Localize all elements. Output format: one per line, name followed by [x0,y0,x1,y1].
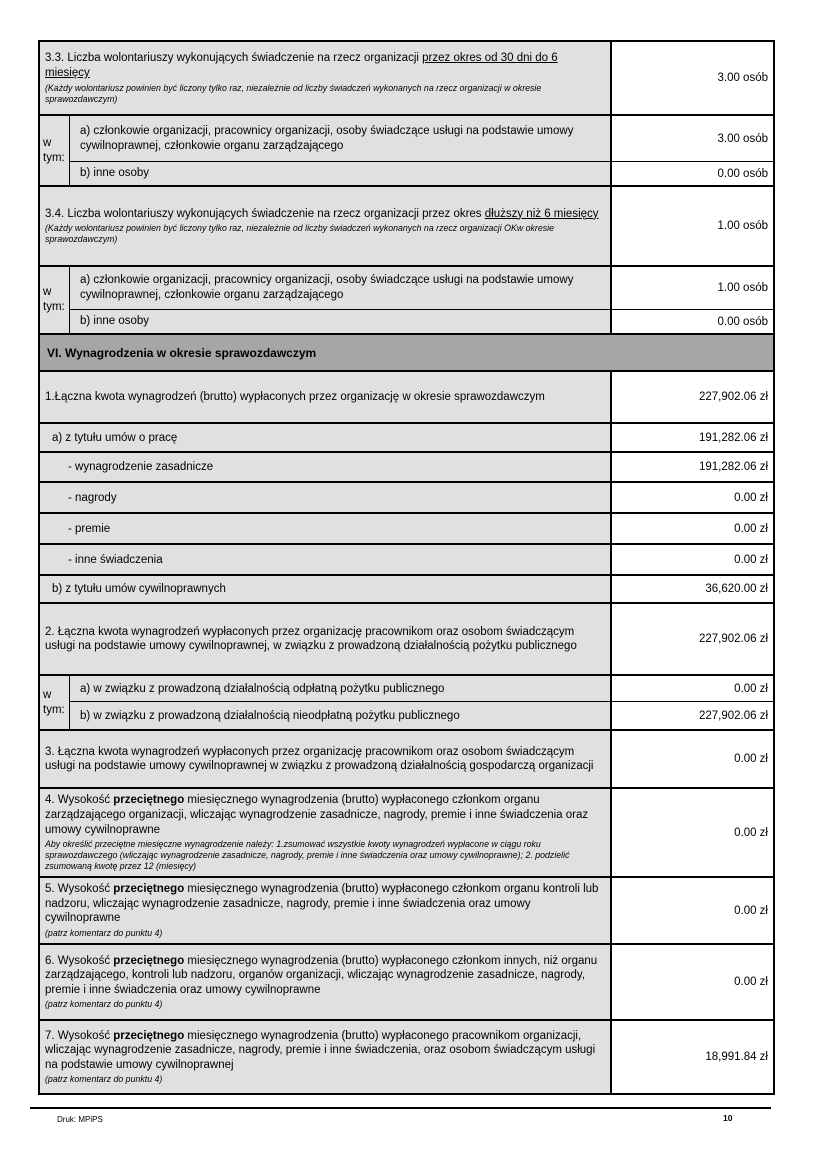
label-segment: 2. Łączna kwota wynagrodzeń wypłaconych przez organizację pracownikom oraz osobom świadczącym usługi na podstawie umowy cywilnoprawnej, w związku z prowadzoną działalnością pożytku publicznego [45,625,577,653]
table-row [40,604,773,676]
row-label [40,42,612,114]
row-label [40,1021,612,1093]
wtym-row [40,267,773,335]
table-row [70,267,773,310]
table-row [40,945,773,1021]
row-label [40,372,612,422]
label-segment: przeciętnego [113,883,185,896]
row-value: 0.00 zł [612,545,773,574]
wtym-items [70,116,773,185]
row-value: 0.00 zł [612,789,773,876]
section-title: VI. Wynagrodzenia w okresie sprawozdawczym [47,346,317,360]
row-value: 1.00 osób [612,187,773,265]
table-row [40,42,773,116]
wtym-row [40,116,773,187]
label-segment: przeciętnego [113,794,185,807]
label-segment: miesięcznego wynagrodzenia (brutto) wypłaconego członkom organu kontroli lub nadzoru, wliczając wynagrodzenie zasadnicze, nagrody, premie i inne świadczenia oraz umowy cywilnoprawne [45,883,599,925]
row-note: (Każdy wolontariusz powinien być liczony tylko raz, niezależnie od liczby świadczeń wykonanych na rzecz organizacji OKw okresie sprawozdawczym) [45,223,554,245]
label-segment: - wynagrodzenie zasadnicze [68,461,214,474]
row-label [70,116,612,161]
footer-page-number: 10 [723,1113,733,1123]
row-label [40,878,612,943]
row-label-text: a) w związku z prowadzoną działalnością odpłatną pożytku publicznego [80,682,445,695]
table-row [40,731,773,789]
table-row [40,878,773,945]
label-segment: miesięcznego wynagrodzenia (brutto) wypłaconego członkom innych, niż organu zarządzającego, kontroli lub nadzoru, organów organizacji, wliczając wynagrodzenie zasadnicze, nagrody, premie i inne świadczenia oraz umowy cywilnoprawne [45,954,598,996]
wtym-group-label: w tym: [40,116,70,185]
row-value: 0.00 zł [612,514,773,543]
row-label [40,576,612,602]
row-label [40,453,612,481]
label-segment: - inne świadczenia [68,553,163,566]
row-label-text [45,793,603,837]
label-segment: 3.4. Liczba wolontariuszy wykonujących świadczenie na rzecz organizacji przez okres [45,207,485,220]
row-label-text [68,522,603,537]
row-value: 191,282.06 zł [612,453,773,481]
row-label [70,676,612,701]
wtym-items [70,267,773,333]
label-segment: - nagrody [68,491,117,504]
label-segment: przeciętnego [113,1029,185,1042]
row-label [40,604,612,674]
table-row [40,1021,773,1095]
footer-rule [30,1107,771,1109]
label-segment: 7. Wysokość [45,1029,114,1042]
row-label [40,545,612,574]
label-segment: miesięcznego wynagrodzenia (brutto) wypłaconego członkom organu zarządzającego organizacji, wliczając wynagrodzenie zasadnicze, nagrody, premie i inne świadczenia oraz umowy cywilnoprawne [45,794,589,836]
wtym-group-label: w tym: [40,676,70,729]
row-label-text: b) w związku z prowadzoną działalnością nieodpłatną pożytku publicznego [80,709,460,722]
row-value: 18,991.84 zł [612,1021,773,1093]
label-segment: dłuższy niż 6 miesięcy [484,207,599,220]
wtym-group-label: w tym: [40,267,70,333]
table-row [70,116,773,162]
row-value: 0.00 osób [612,162,773,185]
label-segment: miesięcznego wynagrodzenia (brutto) wypłaconego pracownikom organizacji, wliczając wynagrodzenie zasadnicze, nagrody, premie i inne świadczenia, oraz osobom świadczącym usługi na podstawie umowy cywilnoprawnej [45,1029,596,1071]
table-row [70,310,773,333]
table-row [40,453,773,483]
table-row [40,789,773,878]
label-segment: przeciętnego [113,954,185,967]
row-label [40,789,612,876]
label-segment: 1.Łączna kwota wynagrodzeń (brutto) wypłaconych przez organizację w okresie sprawozdawczym [45,391,545,404]
row-note: (patrz komentarz do punktu 4) [45,999,163,1010]
table-row [70,702,773,729]
row-label-text [45,207,603,222]
table-row [70,676,773,702]
row-label-text: a) członkowie organizacji, pracownicy organizacji, osoby świadczące usługi na podstawie umowy cywilnoprawnej, członkowie organu zarządzającego [80,124,574,152]
row-label [40,731,612,787]
wtym-row [40,676,773,731]
row-note: (patrz komentarz do punktu 4) [45,1074,163,1085]
footer-doc-type: Druk: MPiPS [57,1115,103,1124]
label-segment: 3. Łączna kwota wynagrodzeń wypłaconych przez organizację pracownikom oraz osobom świadczącym usługi na podstawie umowy cywilnoprawnej w związku z prowadzoną działalnością gospodarczą organizacji [45,745,594,773]
row-label-text [45,625,603,654]
table-row [70,162,773,185]
row-label-text [68,460,603,475]
row-label-text [68,553,603,568]
row-note: (patrz komentarz do punktu 4) [45,927,163,938]
row-label-text [45,954,603,998]
table-row [40,483,773,514]
row-label-text: b) inne osoby [80,315,150,328]
row-value: 0.00 zł [612,676,773,701]
row-value: 3.00 osób [612,42,773,114]
section-header-row [40,335,773,372]
row-label [40,945,612,1019]
table-row [40,514,773,545]
row-label-text [52,582,603,597]
row-label-text [45,745,603,774]
row-value: 36,620.00 zł [612,576,773,602]
table-row [40,187,773,267]
row-label-text: b) inne osoby [80,167,150,180]
row-value: 1.00 osób [612,267,773,309]
row-note: (Każdy wolontariusz powinien być liczony tylko raz, niezależnie od liczby świadczeń wykonanych na rzecz organizacji w okresie sprawozdawczym) [45,82,542,104]
row-value: 0.00 zł [612,945,773,1019]
label-segment: a) z tytułu umów o pracę [52,431,178,444]
report-form-table [38,40,775,1095]
row-label-text [52,431,603,446]
row-value: 227,902.06 zł [612,702,773,729]
row-label-text [45,1029,603,1073]
label-segment: 6. Wysokość [45,954,114,967]
row-label [40,483,612,512]
label-segment: 4. Wysokość [45,794,114,807]
row-label-text [45,51,603,80]
label-segment: - premie [68,522,111,535]
row-label-text: a) członkowie organizacji, pracownicy organizacji, osoby świadczące usługi na podstawie umowy cywilnoprawnej, członkowie organu zarządzającego [80,274,574,301]
label-segment: 3.3. Liczba wolontariuszy wykonujących świadczenie na rzecz organizacji [45,52,423,65]
row-note: Aby określić przeciętne miesięczne wynagrodzenie należy: 1.zsumować wszystkie kwoty wynagrodzeń wypłacone w ciągu roku sprawozdawczego (wliczając wynagrodzenie zasadnicze, nagrody, premie i inne świadczenia oraz umowy cywilnoprawne); 2. podzielić zsumowaną kwotę przez 12 (miesięcy) [45,839,570,872]
table-row [40,372,773,424]
row-value: 0.00 zł [612,731,773,787]
row-label [70,267,612,309]
table-row [40,545,773,576]
row-label [70,310,612,333]
row-label [40,187,612,265]
row-label [40,514,612,543]
row-label [40,424,612,451]
table-row [40,576,773,604]
row-label-text [45,882,603,926]
row-value: 0.00 zł [612,878,773,943]
row-value: 227,902.06 zł [612,604,773,674]
row-value: 0.00 zł [612,483,773,512]
row-value: 3.00 osób [612,116,773,161]
label-segment: 5. Wysokość [45,883,114,896]
label-segment: przez okres od 30 dni do 6 miesięcy [45,52,558,80]
row-value: 191,282.06 zł [612,424,773,451]
row-label [70,162,612,185]
row-label-text [68,491,603,506]
table-row [40,424,773,453]
row-label [70,702,612,729]
wtym-items [70,676,773,729]
label-segment: b) z tytułu umów cywilnoprawnych [52,583,226,596]
row-value: 227,902.06 zł [612,372,773,422]
row-label-text [45,390,603,405]
row-value: 0.00 osób [612,310,773,333]
